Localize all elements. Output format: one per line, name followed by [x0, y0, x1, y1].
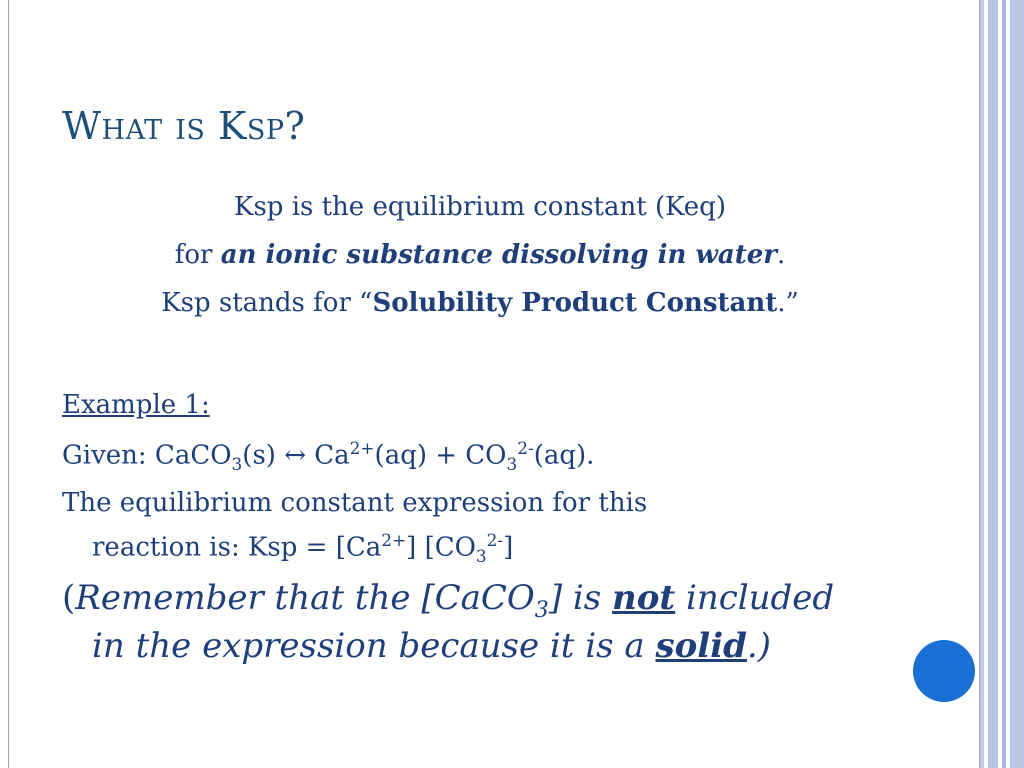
remember-line-1: (Remember that the [CaCO$_3$] is not included	[62, 578, 835, 623]
stripe	[988, 0, 998, 768]
example-heading: Example 1:	[62, 390, 210, 420]
intro-line-2: for an ionic substance dissolving in water.	[174, 240, 786, 270]
expression-line-1: The equilibrium constant expression for this	[62, 488, 648, 518]
decorative-stripes	[980, 0, 1024, 768]
stripe	[1010, 0, 1024, 768]
remember-line-2: in the expression because it is a solid.)	[92, 626, 771, 666]
intro-line-3: Ksp stands for “Solubility Product Constant.”	[161, 288, 799, 318]
decorative-circle	[913, 640, 975, 702]
slide-title: What is Ksp?	[62, 104, 306, 148]
intro-line-1: Ksp is the equilibrium constant (Keq)	[234, 192, 726, 222]
expression-line-2: reaction is: Ksp = $[Ca^{2+}]$ $[CO_3^{2-}]$	[92, 530, 514, 566]
given-reaction: Given: CaCO$_3$(s) ↔ $Ca^{2+}(aq) + CO_3^{2-}(aq)$.	[62, 438, 595, 474]
stripe	[1002, 0, 1006, 768]
stripe	[980, 0, 984, 768]
